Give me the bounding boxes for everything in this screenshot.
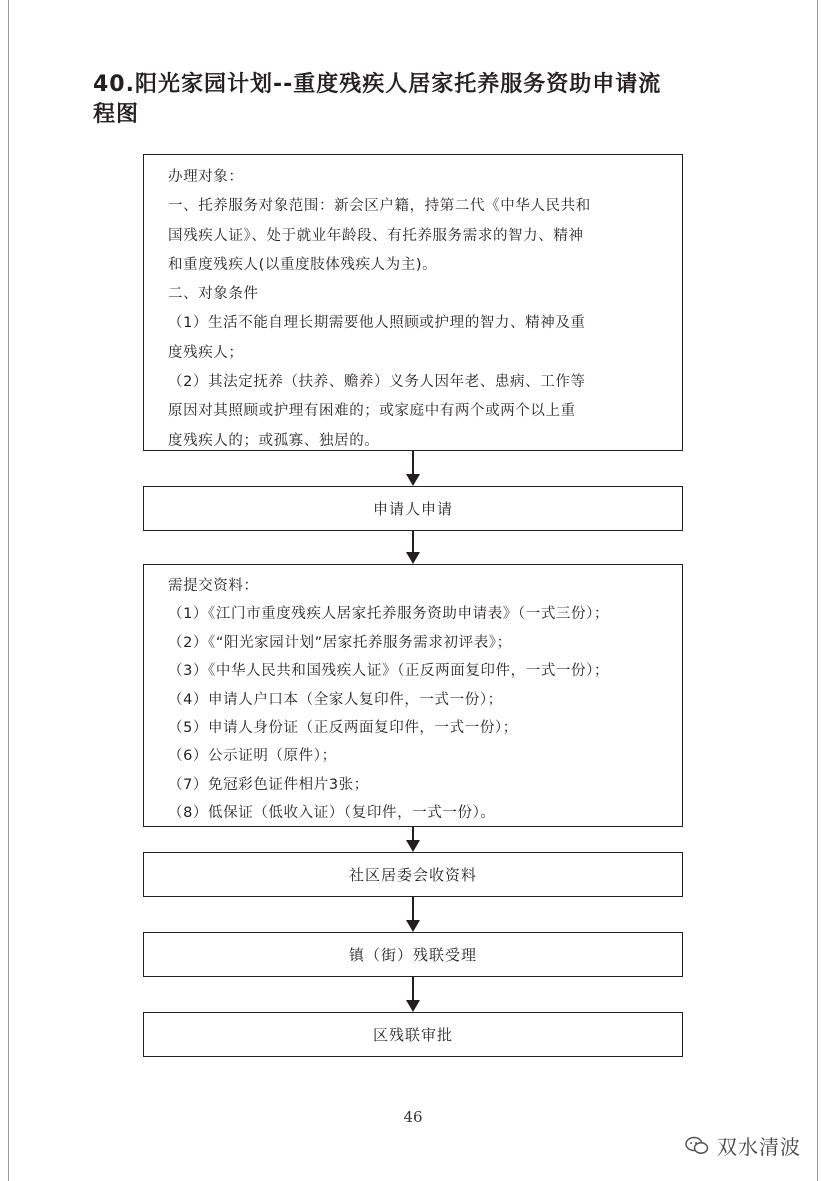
documents-heading: 需提交资料： <box>168 578 259 594</box>
documents-item: （4）申请人户口本（全家人复印件，一式一份）； <box>168 691 503 708</box>
eligibility-line: 二、对象条件 <box>168 286 259 303</box>
step-approve-label: 区残联审批 <box>372 1026 453 1044</box>
documents-item: （8）低保证（低收入证）（复印件，一式一份）。 <box>168 805 496 822</box>
eligibility-box <box>143 154 683 451</box>
eligibility-line: （1）生活不能自理长期需要他人照顾或护理的智力、精神及重 <box>168 315 586 332</box>
documents-item: （5）申请人身份证（正反两面复印件，一式一份）； <box>168 720 518 737</box>
down-arrow-icon <box>406 827 420 852</box>
step-collect-label: 社区居委会收资料 <box>348 866 477 884</box>
step-apply-label: 申请人申请 <box>372 500 453 518</box>
page-number: 46 <box>403 1108 423 1126</box>
title-line-2: 程图 <box>93 102 140 127</box>
down-arrow-icon <box>406 531 420 564</box>
watermark-text: 双水清波 <box>717 1135 801 1159</box>
documents-item: （1）《江门市重度残疾人居家托养服务资助申请表》（一式三份）； <box>168 606 610 623</box>
step-apply-box <box>143 486 683 531</box>
documents-box <box>143 564 683 827</box>
step-accept-label: 镇（街）残联受理 <box>348 946 477 964</box>
documents-item: （7）免冠彩色证件相片3张； <box>168 776 369 793</box>
eligibility-line: 和重度残疾人(以重度肢体残疾人为主)。 <box>168 256 438 273</box>
left-margin-line <box>8 0 9 1181</box>
title-line-1: 40.阳光家园计划--重度残疾人居家托养服务资助申请流 <box>93 72 662 97</box>
eligibility-line: 度残疾人的；或孤寡、独居的。 <box>168 432 380 449</box>
eligibility-line: 一、托养服务对象范围：新会区户籍，持第二代《中华人民共和 <box>168 198 591 215</box>
eligibility-line: 度残疾人； <box>168 344 244 361</box>
eligibility-heading: 办理对象： <box>168 169 244 185</box>
down-arrow-icon <box>406 977 420 1012</box>
documents-item: （3）《中华人民共和国残疾人证》（正反两面复印件，一式一份）； <box>168 663 610 680</box>
documents-item: （2）《“阳光家园计划”居家托养服务需求初评表》； <box>168 634 512 651</box>
step-collect-box <box>143 852 683 897</box>
right-margin-line <box>817 0 818 1181</box>
eligibility-line: （2）其法定抚养（扶养、赡养）义务人因年老、患病、工作等 <box>168 374 586 391</box>
watermark <box>685 1131 801 1160</box>
step-accept-box <box>143 932 683 977</box>
down-arrow-icon <box>406 897 420 932</box>
documents-item: （6）公示证明（原件）； <box>168 748 337 765</box>
eligibility-line: 原因对其照顾或护理有困难的；或家庭中有两个或两个以上重 <box>168 403 576 420</box>
eligibility-line: 国残疾人证》、处于就业年龄段、有托养服务需求的智力、精神 <box>168 227 584 244</box>
page-title <box>93 70 733 130</box>
wechat-icon <box>685 1136 709 1156</box>
down-arrow-icon <box>406 451 420 486</box>
step-approve-box <box>143 1012 683 1057</box>
